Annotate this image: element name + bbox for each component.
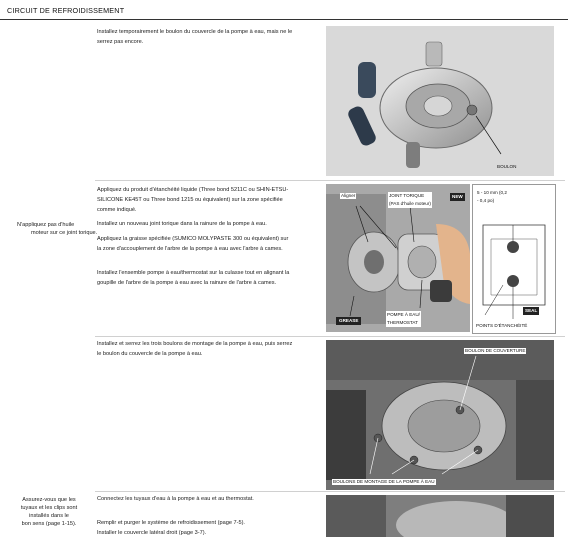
- step-4-text: Appliquez la graisse spécifiée (SUMICO MOLYPASTE 300 ou équivalent) sur la zone d'accouplement de l'arbre de la pompe à eau avec l'arbre à cames.: [97, 236, 289, 252]
- figure-hoses-photo: [326, 495, 554, 537]
- label-cover-bolt: BOULON DE COUVERTURE: [465, 348, 526, 353]
- grease-badge: GREASE: [336, 317, 361, 325]
- step-6-text: Installez et serrez les trois boulons de montage de la pompe à eau, puis serrez le boulon du couvercle de la pompe à eau.: [97, 341, 293, 357]
- figure-sealant-points-drawing: [472, 184, 556, 334]
- hoses-illustration: [326, 495, 554, 537]
- section-divider-1: [95, 180, 565, 181]
- label-oring: JOINT TORIQUE (PAS d'huile moteur): [389, 193, 431, 206]
- label-mounting-bolts: BOULONS DE MONTAGE DE LA POMPE À EAU: [333, 479, 435, 484]
- step-3-text: Installez un nouveau joint torique dans la rainure de la pompe à eau.: [97, 221, 267, 227]
- side-note-hoses: Assurez-vous que les tuyaux et les clips sont installés dans le bon sens (page 1-15).: [20, 497, 78, 527]
- section-divider-2: [95, 336, 565, 337]
- sealant-points-illustration: [473, 185, 555, 333]
- mounting-bolts-illustration: [326, 340, 554, 490]
- label-pump-thermostat: POMPE À EAU/ THERMOSTAT: [387, 312, 420, 325]
- label-bolt: BOULON: [497, 164, 517, 169]
- figure-pump-install-photo: [326, 184, 470, 332]
- step-1-text: Installez temporairement le boulon du couvercle de la pompe à eau, mais ne le serrez pas encore.: [97, 29, 293, 45]
- step-8-text: Remplir et purger le système de refroidissement (page 7-5). Installer le couvercle latéral droit (page 3-7).: [97, 520, 245, 536]
- header-rule: [0, 19, 568, 20]
- figure-pump-cover-photo: [326, 26, 554, 176]
- page-title: CIRCUIT DE REFROIDISSEMENT: [7, 6, 125, 15]
- section-divider-3: [95, 491, 565, 492]
- page-header: [0, 0, 568, 20]
- step-2-text: Appliquez du produit d'étanchéité liquide (Three bond 5211C ou SHIN-ETSU- SILICONE KE45T ou Three bond 1215 ou équivalent) sur la zone spécifiée comme indiqué.: [97, 187, 289, 213]
- new-part-badge: NEW: [452, 194, 463, 199]
- side-note-oring: N'appliquez pas d'huile moteur sur ce joint torique.: [17, 222, 98, 236]
- figure-mounting-bolts-photo: [326, 340, 554, 490]
- step-5-text: Installez l'ensemble pompe à eau/thermostat sur la culasse tout en alignant la goupille de l'arbre de la pompe à eau avec la rainure de l'arbre à cames.: [97, 270, 290, 286]
- seal-badge: SEAL: [525, 308, 538, 313]
- pump-cover-illustration: [326, 26, 554, 176]
- step-7-text: Connectez les tuyaux d'eau à la pompe à eau et au thermostat.: [97, 496, 254, 502]
- label-seal-points: POINTS D'ÉTANCHÉITÉ: [476, 323, 528, 328]
- label-align: Aligner: [341, 193, 356, 198]
- label-dimension: 5 - 10 mm (0,2 - 0,4 po): [477, 190, 507, 203]
